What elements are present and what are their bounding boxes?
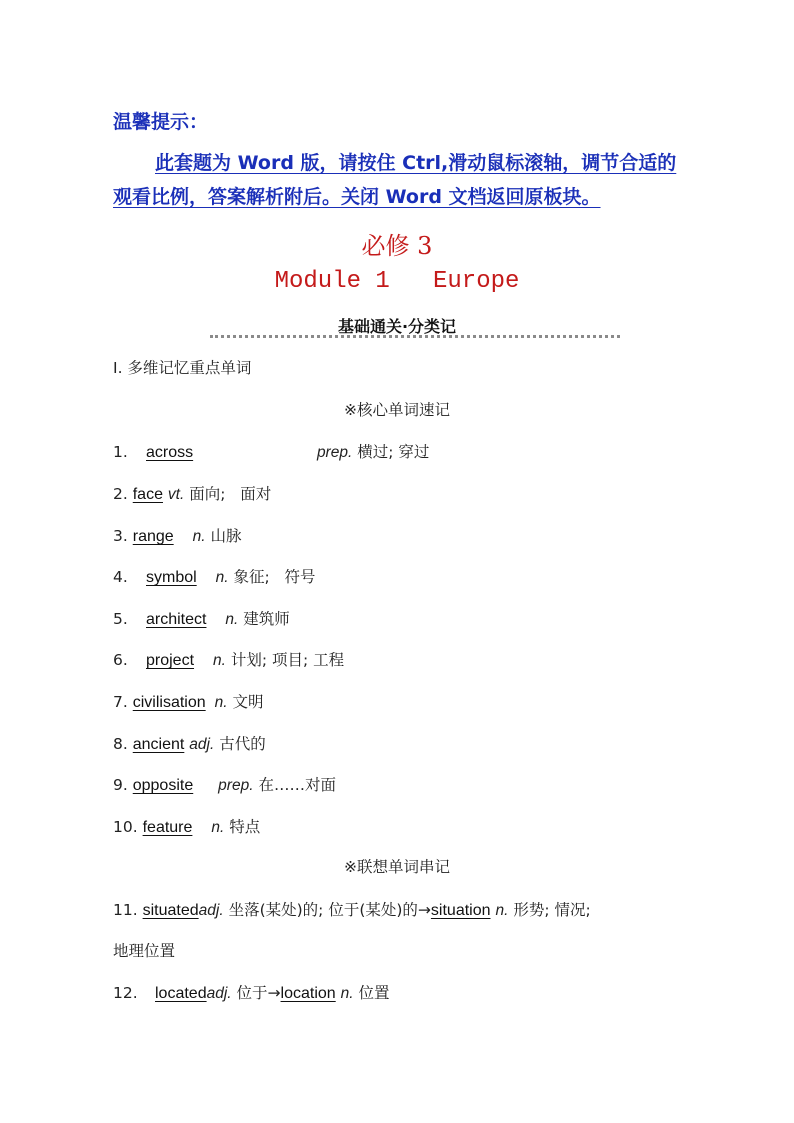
entry-pos: n. — [214, 694, 228, 711]
entry-pos: n. — [215, 569, 229, 586]
entry-meaning: 山脉 — [210, 527, 242, 545]
vocab-entry — [113, 898, 591, 920]
entry-pos: adj. — [206, 985, 232, 1002]
entry-word: across — [146, 444, 194, 461]
derived-pos: n. — [340, 985, 354, 1002]
vocab-entry — [113, 607, 290, 629]
entry-pos: n. — [211, 819, 225, 836]
entry-meaning: 计划; 项目; 工程 — [230, 651, 345, 669]
tip-body: 此套题为 Word 版，请按住 Ctrl,滑动鼠标滚轴，调节合适的观看比例，答案解析附后。关闭 Word 文档返回原板块。 — [113, 152, 677, 208]
entry-number: 3. — [113, 527, 128, 545]
entry-number: 2. — [113, 485, 128, 503]
heading-book: 必修 3 — [361, 232, 433, 260]
entry-number: 7. — [113, 693, 128, 711]
tip-title: 温馨提示： — [113, 111, 209, 133]
entry-word: project — [146, 652, 195, 669]
derived-word: situation — [430, 902, 491, 919]
derived-pos: n. — [495, 902, 509, 919]
entry-pos: prep. — [218, 777, 254, 794]
vocab-entry — [113, 690, 263, 712]
derived-word: location — [280, 985, 336, 1002]
entry-word: face — [132, 486, 163, 503]
entry-pos: n. — [212, 652, 226, 669]
group-title-association: ※联想单词串记 — [344, 858, 450, 876]
entry-number: 1. — [113, 443, 128, 461]
entry-number: 8. — [113, 735, 128, 753]
entry-word: feature — [142, 819, 193, 836]
vocab-entry — [113, 440, 429, 462]
entry-number: 12. — [113, 984, 138, 1002]
entry-word: located — [155, 985, 207, 1002]
entry-number: 11. — [113, 901, 138, 919]
dotted-divider — [210, 335, 620, 338]
vocab-entry — [113, 732, 266, 754]
entry-word: situated — [142, 902, 199, 919]
vocab-entry — [113, 815, 260, 837]
vocab-entry — [113, 773, 336, 795]
vocab-entry — [113, 565, 316, 587]
entry-word: opposite — [132, 777, 194, 794]
vocab-entry — [113, 524, 241, 546]
entry-number: 6. — [113, 651, 128, 669]
entry-word: symbol — [146, 569, 197, 586]
entry-pos: adj. — [189, 736, 215, 753]
vocab-entry — [113, 648, 344, 670]
part-title: Ⅰ. 多维记忆重点单词 — [113, 359, 252, 377]
section-label: 基础通关·分类记 — [337, 317, 457, 336]
entry-word: civilisation — [132, 694, 206, 711]
entry-meaning: 横过; 穿过 — [357, 443, 430, 461]
entry-meaning: 面向; 面对 — [189, 485, 272, 503]
entry-continuation: 地理位置 — [113, 942, 176, 960]
group-title-core: ※核心单词速记 — [344, 401, 450, 419]
entry-word: ancient — [132, 736, 185, 753]
arrow-icon: → — [417, 901, 431, 919]
entry-meaning: 建筑师 — [243, 610, 290, 628]
entry-pos: prep. — [316, 444, 353, 461]
derived-meaning: 位置 — [358, 984, 390, 1002]
entry-pos: n. — [192, 528, 206, 545]
entry-number: 5. — [113, 610, 128, 628]
entry-meaning: 在……对面 — [258, 776, 336, 794]
entry-word: architect — [146, 611, 207, 628]
entry-pos: adj. — [198, 902, 224, 919]
arrow-icon: → — [267, 984, 281, 1002]
entry-meaning: 特点 — [229, 818, 261, 836]
entry-word: range — [132, 528, 174, 545]
entry-meaning: 位于 — [236, 984, 268, 1002]
vocab-entry — [113, 981, 390, 1003]
heading-module: Module 1 Europe — [274, 268, 520, 295]
entry-number: 10. — [113, 818, 138, 836]
entry-meaning: 古代的 — [219, 735, 266, 753]
derived-meaning: 形势; 情况; — [513, 901, 591, 919]
entry-pos: vt. — [167, 486, 185, 503]
vocab-entry — [113, 482, 271, 504]
entry-meaning: 象征; 符号 — [233, 568, 316, 586]
entry-meaning: 文明 — [232, 693, 264, 711]
entry-pos: n. — [225, 611, 239, 628]
entry-meaning: 坐落(某处)的; 位于(某处)的 — [228, 901, 418, 919]
entry-number: 9. — [113, 776, 128, 794]
entry-number: 4. — [113, 568, 128, 586]
